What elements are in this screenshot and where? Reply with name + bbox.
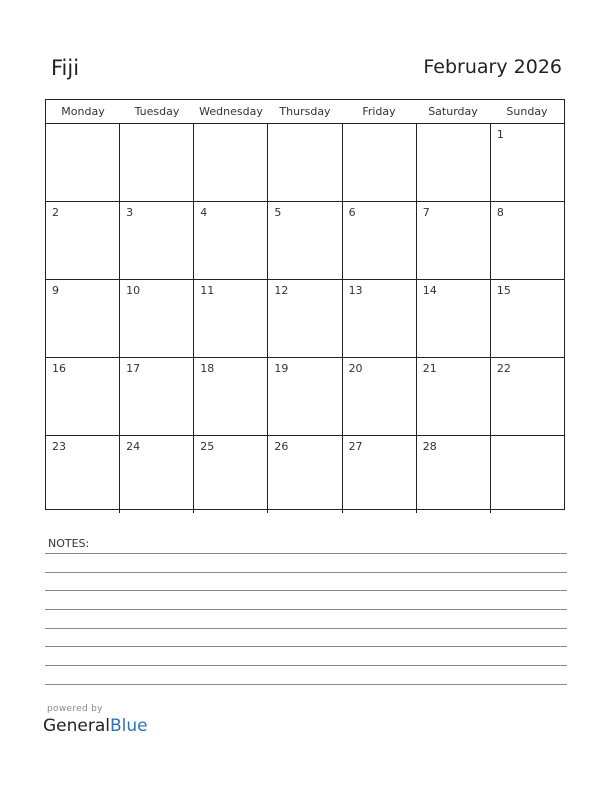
day-number: 15 bbox=[496, 284, 511, 297]
weekday-monday: Monday bbox=[61, 105, 105, 118]
day-number: 27 bbox=[348, 440, 363, 453]
day-number: 25 bbox=[200, 440, 215, 453]
notes-line bbox=[45, 590, 567, 591]
day-cell bbox=[343, 202, 417, 279]
country-title: Fiji bbox=[51, 56, 80, 80]
month-year-title: February 2026 bbox=[423, 56, 562, 78]
day-cell bbox=[120, 436, 194, 513]
day-cell bbox=[268, 124, 342, 201]
day-cell bbox=[268, 436, 342, 513]
weekday-saturday: Saturday bbox=[428, 105, 478, 118]
calendar-grid bbox=[45, 99, 565, 510]
day-cell bbox=[194, 202, 268, 279]
week-row-5 bbox=[46, 436, 564, 513]
day-cell bbox=[417, 124, 491, 201]
day-number: 3 bbox=[126, 206, 134, 219]
day-cell bbox=[120, 358, 194, 435]
day-number: 8 bbox=[496, 206, 504, 219]
day-number: 10 bbox=[126, 284, 141, 297]
day-number: 11 bbox=[200, 284, 215, 297]
day-cell bbox=[343, 436, 417, 513]
weekday-tuesday: Tuesday bbox=[134, 105, 180, 118]
week-row-3 bbox=[46, 280, 564, 358]
day-cell bbox=[417, 358, 491, 435]
powered-by-text: powered by bbox=[47, 704, 103, 714]
day-number: 18 bbox=[200, 362, 215, 375]
notes-line bbox=[45, 684, 567, 685]
day-cell bbox=[120, 202, 194, 279]
day-number: 16 bbox=[52, 362, 66, 375]
notes-line bbox=[45, 609, 567, 610]
week-row-4 bbox=[46, 358, 564, 436]
day-cell bbox=[491, 280, 564, 357]
day-cell bbox=[491, 124, 564, 201]
day-number: 9 bbox=[52, 284, 59, 297]
day-cell bbox=[417, 202, 491, 279]
day-cell bbox=[491, 436, 564, 513]
notes-line bbox=[45, 553, 567, 554]
day-cell bbox=[491, 358, 564, 435]
notes-line bbox=[45, 665, 567, 666]
day-cell bbox=[46, 358, 120, 435]
day-cell bbox=[268, 358, 342, 435]
day-number: 23 bbox=[52, 440, 66, 453]
day-number: 4 bbox=[200, 206, 208, 219]
notes-line bbox=[45, 572, 567, 573]
generalblue-logo[interactable] bbox=[43, 716, 148, 736]
day-cell bbox=[343, 124, 417, 201]
day-number: 22 bbox=[496, 362, 511, 375]
day-cell bbox=[46, 124, 120, 201]
day-cell bbox=[194, 280, 268, 357]
day-number: 7 bbox=[422, 206, 430, 219]
weekday-wednesday: Wednesday bbox=[199, 105, 263, 118]
day-number: 24 bbox=[126, 440, 141, 453]
day-number: 14 bbox=[422, 284, 437, 297]
weekday-thursday: Thursday bbox=[279, 105, 331, 118]
day-cell bbox=[120, 280, 194, 357]
day-number: 19 bbox=[274, 362, 289, 375]
day-cell bbox=[46, 280, 120, 357]
brand-general: General bbox=[43, 716, 110, 736]
weekday-sunday: Sunday bbox=[506, 105, 548, 118]
day-cell bbox=[194, 436, 268, 513]
day-number: 6 bbox=[348, 206, 356, 219]
day-number: 21 bbox=[422, 362, 437, 375]
brand-blue: Blue bbox=[110, 716, 148, 736]
day-cell bbox=[491, 202, 564, 279]
day-number: 12 bbox=[274, 284, 289, 297]
weekday-friday: Friday bbox=[362, 105, 396, 118]
day-number: 26 bbox=[274, 440, 289, 453]
day-number: 1 bbox=[496, 128, 504, 141]
day-cell bbox=[194, 124, 268, 201]
weekday-header-row bbox=[46, 100, 564, 124]
day-cell bbox=[343, 358, 417, 435]
day-number: 2 bbox=[52, 206, 59, 219]
week-row-2 bbox=[46, 202, 564, 280]
day-cell bbox=[417, 280, 491, 357]
day-number: 13 bbox=[348, 284, 363, 297]
notes-line bbox=[45, 628, 567, 629]
day-number: 28 bbox=[422, 440, 437, 453]
day-cell bbox=[268, 202, 342, 279]
day-cell bbox=[268, 280, 342, 357]
day-cell bbox=[46, 436, 120, 513]
day-number: 17 bbox=[126, 362, 141, 375]
notes-line bbox=[45, 646, 567, 647]
day-cell bbox=[194, 358, 268, 435]
day-cell bbox=[343, 280, 417, 357]
week-row-1 bbox=[46, 124, 564, 202]
notes-label: NOTES: bbox=[48, 537, 90, 550]
day-number: 20 bbox=[348, 362, 363, 375]
day-cell bbox=[120, 124, 194, 201]
day-cell bbox=[46, 202, 120, 279]
day-cell bbox=[417, 436, 491, 513]
day-number: 5 bbox=[274, 206, 282, 219]
